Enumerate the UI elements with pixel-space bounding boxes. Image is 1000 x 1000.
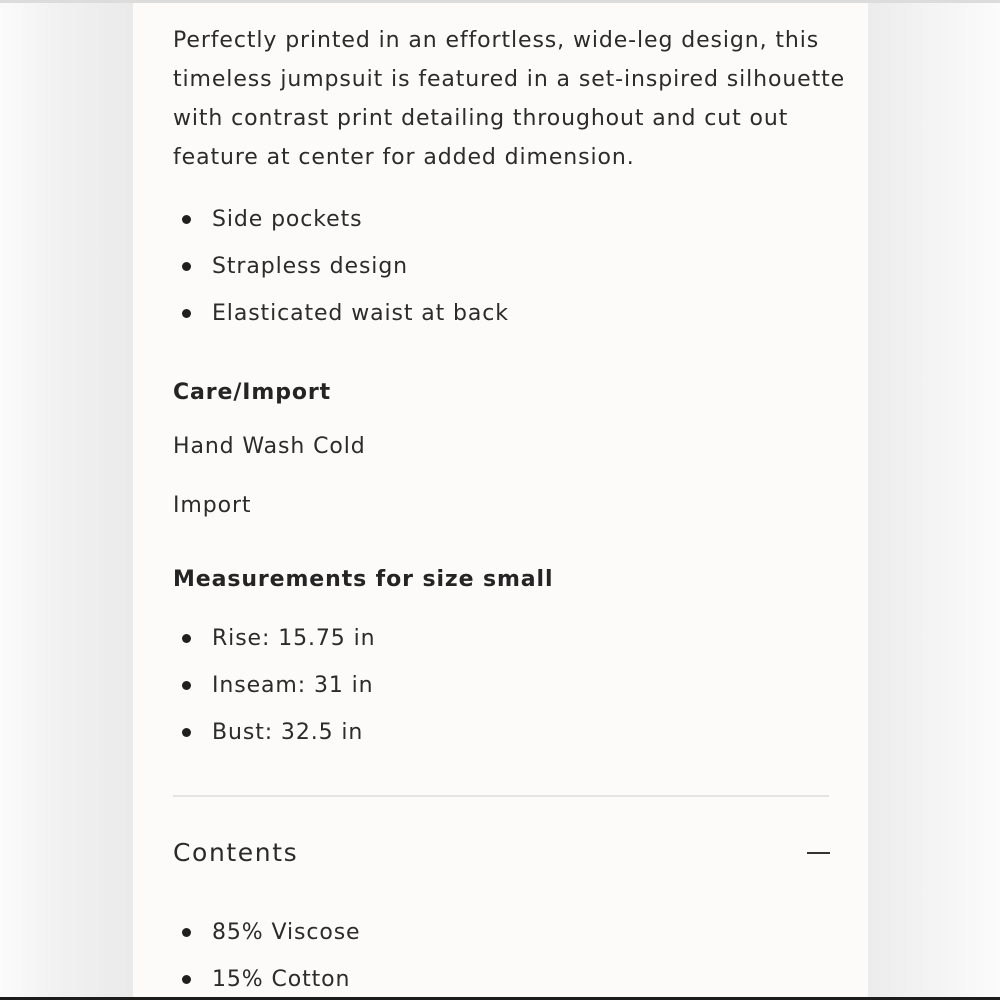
bullet-icon [182, 215, 191, 224]
measurement-item: Inseam: 31 in [212, 673, 374, 698]
contents-item: 15% Cotton [212, 967, 351, 992]
feature-item: Strapless design [212, 254, 409, 279]
care-heading: Care/Import [173, 380, 332, 405]
bullet-icon [182, 309, 191, 318]
collapse-toggle[interactable] [802, 842, 836, 866]
section-divider [173, 795, 829, 797]
right-margin [868, 3, 1000, 997]
measurements-heading: Measurements for size small [173, 567, 554, 592]
minus-icon [807, 852, 830, 854]
description-line: timeless jumpsuit is featured in a set-inspired silhouette [173, 67, 846, 92]
contents-item: 85% Viscose [212, 920, 361, 945]
contents-accordion-title[interactable]: Contents [173, 838, 299, 867]
care-line: Hand Wash Cold [173, 434, 366, 459]
feature-item: Side pockets [212, 207, 363, 232]
bullet-icon [182, 262, 191, 271]
measurement-item: Rise: 15.75 in [212, 626, 376, 651]
bullet-icon [182, 975, 191, 984]
care-line: Import [173, 493, 252, 518]
description-line: Perfectly printed in an effortless, wide-leg design, this [173, 28, 820, 53]
measurement-item: Bust: 32.5 in [212, 720, 364, 745]
bullet-icon [182, 928, 191, 937]
description-line: with contrast print detailing throughout and cut out [173, 106, 789, 131]
bullet-icon [182, 728, 191, 737]
bullet-icon [182, 634, 191, 643]
left-margin [0, 3, 133, 997]
feature-item: Elasticated waist at back [212, 301, 509, 326]
description-line: feature at center for added dimension. [173, 145, 635, 170]
bullet-icon [182, 681, 191, 690]
